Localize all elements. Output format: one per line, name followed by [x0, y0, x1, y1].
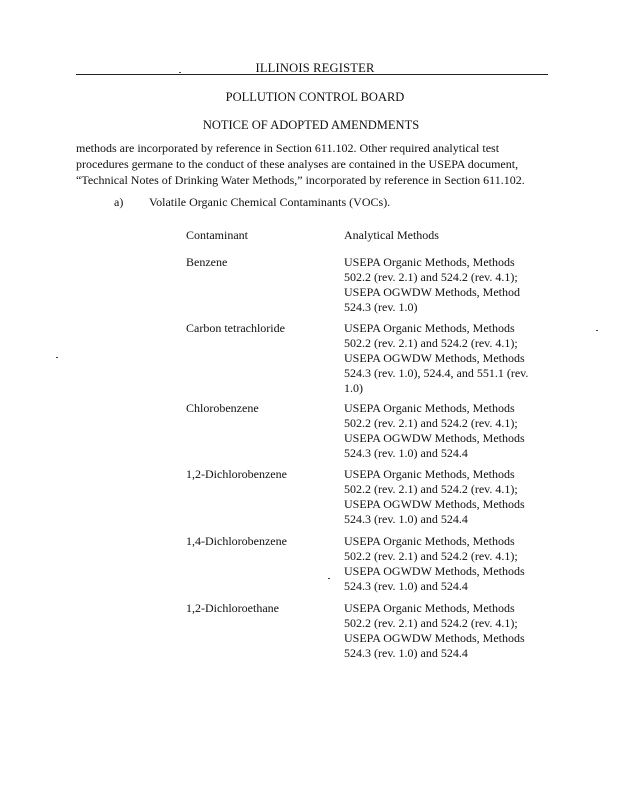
- method-line: 524.3 (rev. 1.0), 524.4, and 551.1 (rev.: [344, 366, 529, 380]
- contaminant-name: 1,2-Dichlorobenzene: [186, 467, 287, 481]
- method-line: 524.3 (rev. 1.0) and 524.4: [344, 512, 468, 526]
- contaminant-name: Benzene: [186, 255, 228, 269]
- method-line: USEPA Organic Methods, Methods: [344, 467, 515, 481]
- method-line: USEPA OGWDW Methods, Methods: [344, 631, 525, 645]
- intro-line: methods are incorporated by reference in Section 611.102. Other required analytical test: [76, 141, 500, 155]
- scan-speck: [596, 330, 598, 331]
- analytical-methods: [344, 321, 544, 396]
- scan-speck: [56, 357, 58, 358]
- method-line: 502.2 (rev. 2.1) and 524.2 (rev. 4.1);: [344, 416, 518, 430]
- method-line: 1.0): [344, 381, 363, 395]
- contaminant-name: 1,2-Dichloroethane: [186, 601, 279, 615]
- contaminant-name: Carbon tetrachloride: [186, 321, 285, 335]
- scan-speck: [179, 72, 181, 73]
- method-line: 502.2 (rev. 2.1) and 524.2 (rev. 4.1);: [344, 482, 518, 496]
- method-line: USEPA Organic Methods, Methods: [344, 601, 515, 615]
- analytical-methods: [344, 401, 544, 461]
- method-line: USEPA Organic Methods, Methods: [344, 321, 515, 335]
- method-line: 524.3 (rev. 1.0) and 524.4: [344, 646, 468, 660]
- method-line: USEPA OGWDW Methods, Methods: [344, 351, 525, 365]
- method-line: 502.2 (rev. 2.1) and 524.2 (rev. 4.1);: [344, 336, 518, 350]
- method-line: USEPA OGWDW Methods, Methods: [344, 431, 525, 445]
- method-line: USEPA Organic Methods, Methods: [344, 401, 515, 415]
- board-title: POLLUTION CONTROL BOARD: [225, 90, 405, 104]
- method-line: 502.2 (rev. 2.1) and 524.2 (rev. 4.1);: [344, 616, 518, 630]
- register-title: ILLINOIS REGISTER: [255, 61, 375, 75]
- subsection-text: Volatile Organic Chemical Contaminants (VOCs).: [149, 195, 391, 209]
- intro-line: “Technical Notes of Drinking Water Methods,” incorporated by reference in Section 611.102.: [76, 173, 525, 187]
- method-line: USEPA Organic Methods, Methods: [344, 255, 515, 269]
- subsection-label: a): [114, 195, 124, 209]
- method-line: 524.3 (rev. 1.0) and 524.4: [344, 446, 468, 460]
- method-line: USEPA Organic Methods, Methods: [344, 534, 515, 548]
- analytical-methods: [344, 601, 544, 661]
- method-line: USEPA OGWDW Methods, Method: [344, 285, 521, 299]
- method-line: 524.3 (rev. 1.0) and 524.4: [344, 579, 468, 593]
- contaminant-name: 1,4-Dichlorobenzene: [186, 534, 287, 548]
- analytical-methods: [344, 255, 544, 315]
- method-line: 502.2 (rev. 2.1) and 524.2 (rev. 4.1);: [344, 270, 518, 284]
- method-line: 524.3 (rev. 1.0): [344, 300, 418, 314]
- analytical-methods: [344, 534, 544, 594]
- column-header-methods: Analytical Methods: [344, 228, 439, 242]
- scan-speck: [328, 578, 330, 579]
- contaminant-name: Chlorobenzene: [186, 401, 259, 415]
- analytical-methods: [344, 467, 544, 527]
- intro-line: procedures germane to the conduct of these analyses are contained in the USEPA document,: [76, 157, 519, 171]
- method-line: USEPA OGWDW Methods, Methods: [344, 564, 525, 578]
- method-line: 502.2 (rev. 2.1) and 524.2 (rev. 4.1);: [344, 549, 518, 563]
- method-line: USEPA OGWDW Methods, Methods: [344, 497, 525, 511]
- column-header-contaminant: Contaminant: [186, 228, 248, 242]
- notice-title: NOTICE OF ADOPTED AMENDMENTS: [202, 118, 420, 132]
